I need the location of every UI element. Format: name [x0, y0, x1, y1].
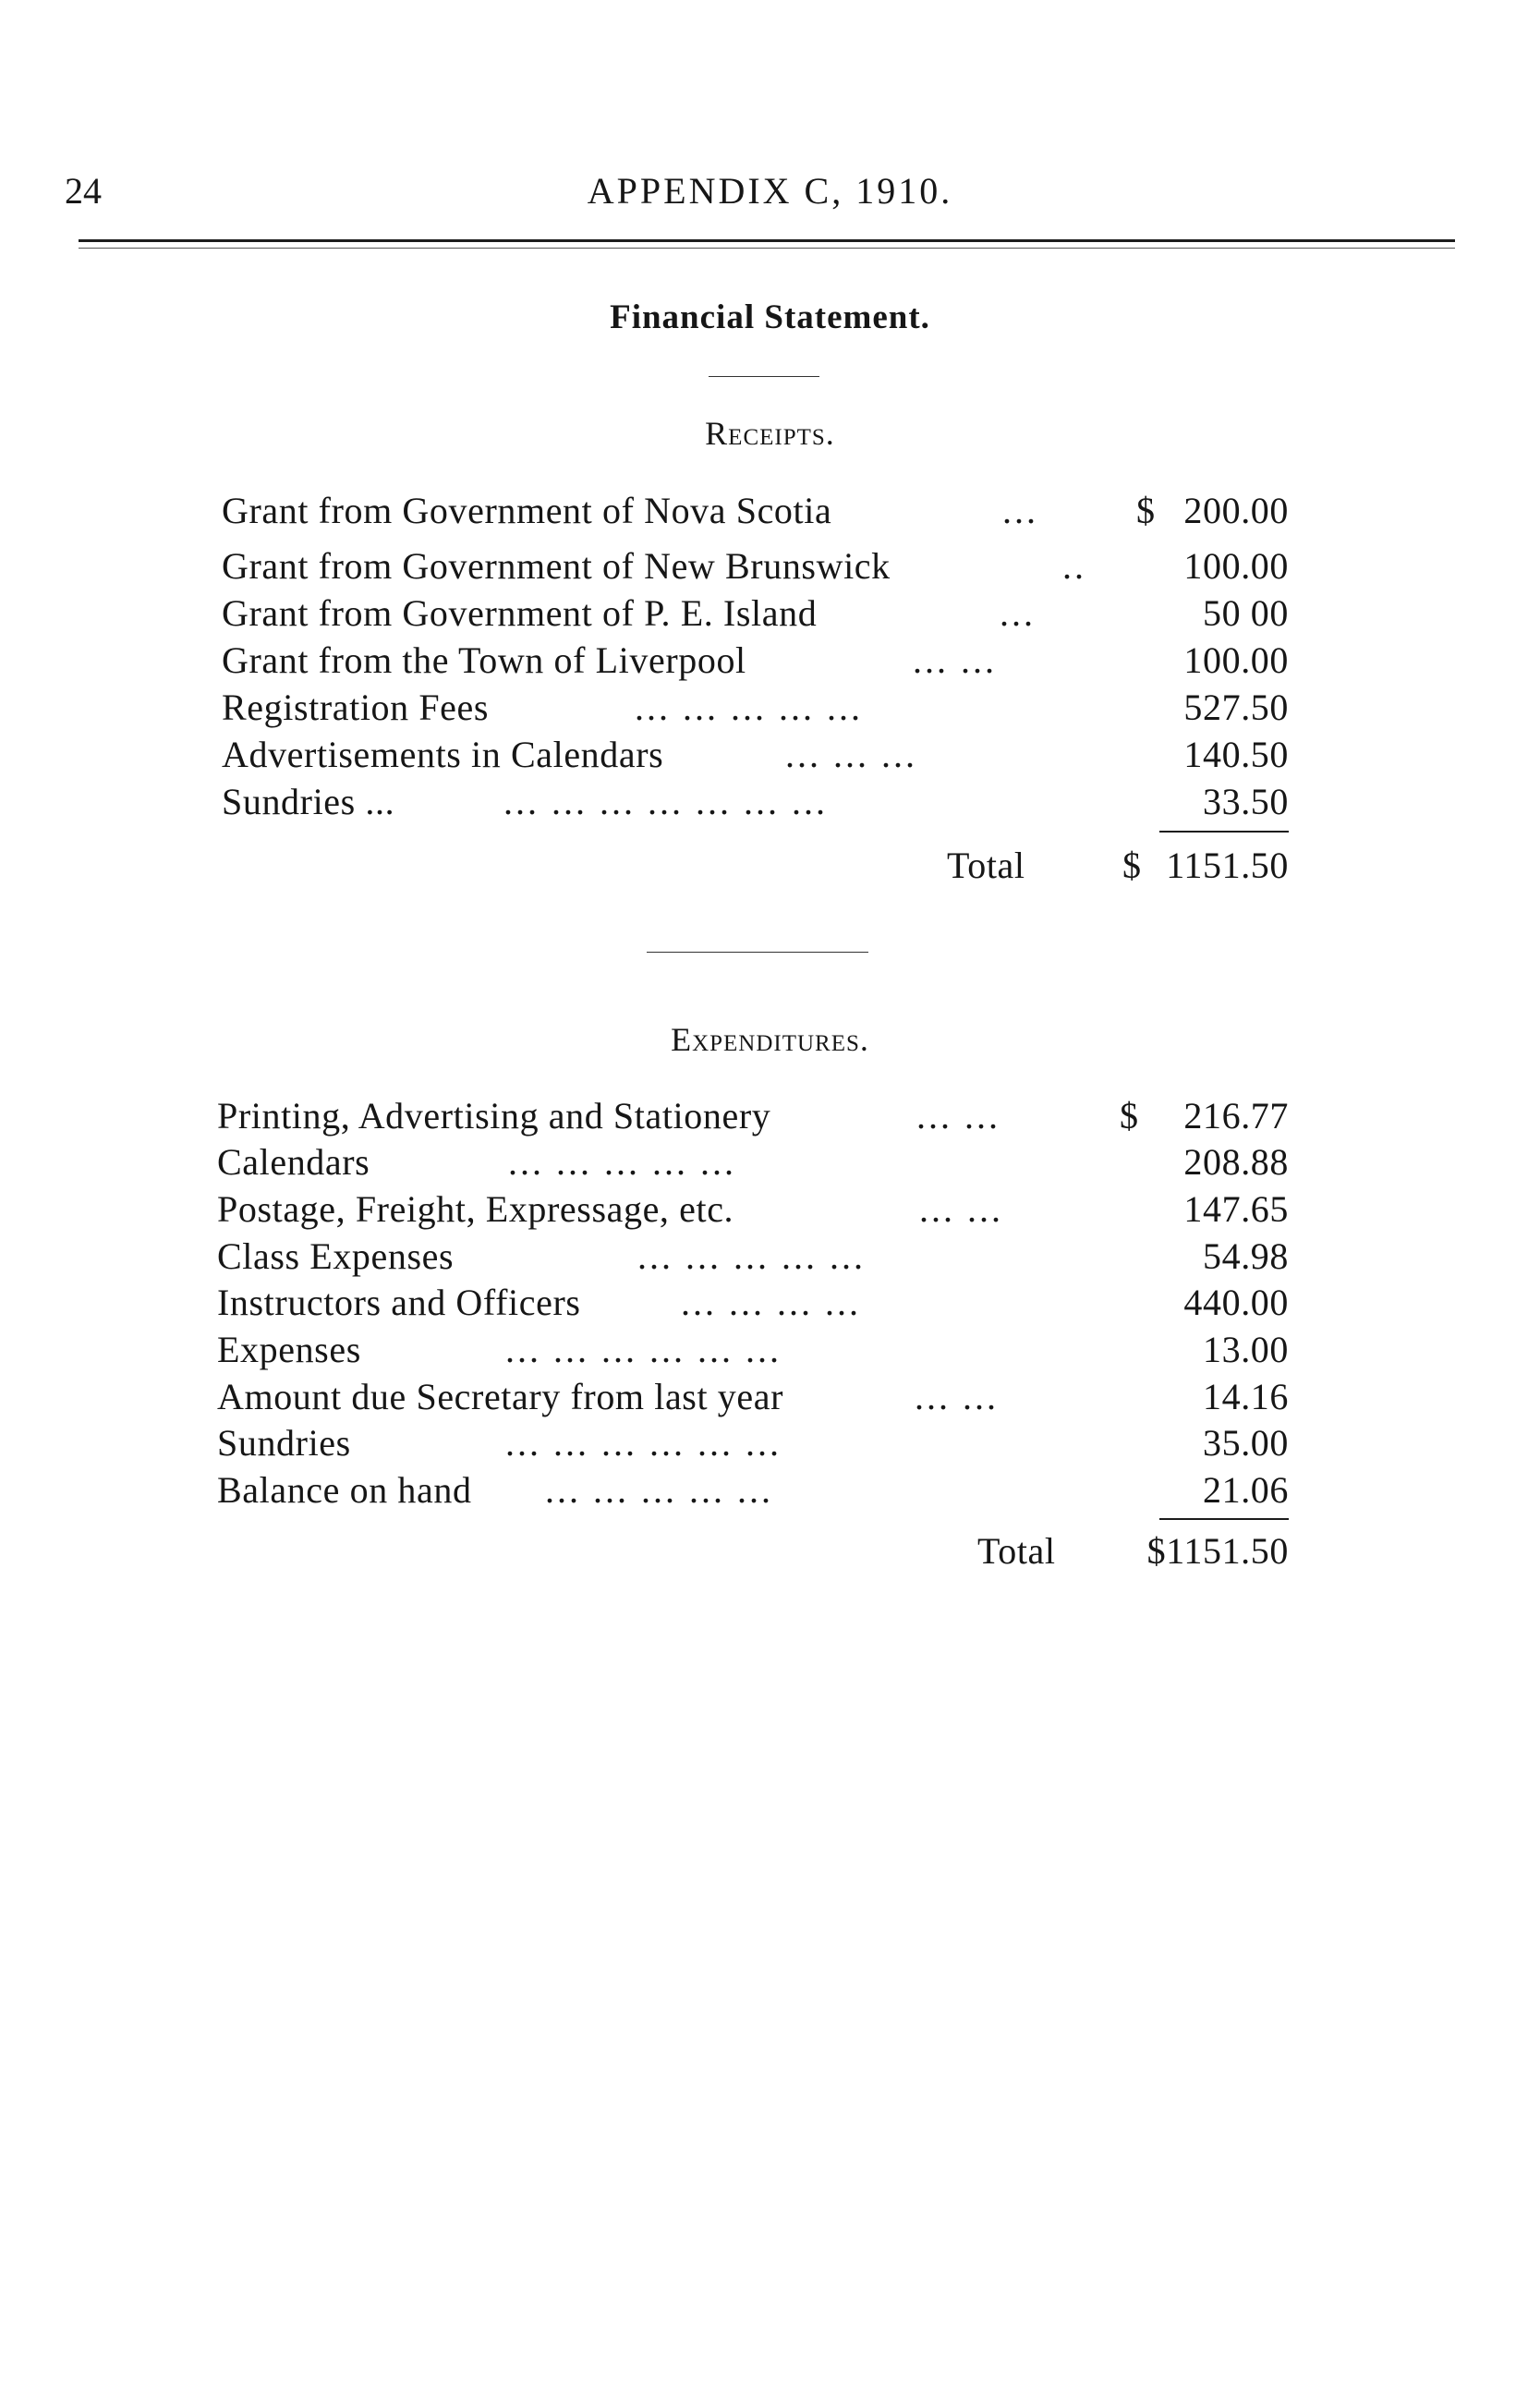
expenditures-row	[217, 1467, 1289, 1513]
running-title: APPENDIX C, 1910.	[587, 170, 953, 212]
dot-leader: ..	[1062, 545, 1086, 587]
currency-symbol: $	[1120, 1095, 1139, 1137]
receipts-heading: Receipts.	[705, 415, 835, 452]
receipt-amount: 140.50	[1183, 734, 1289, 775]
expenditure-label: Calendars	[217, 1141, 370, 1183]
receipt-label: Grant from Government of New Brunswick	[222, 545, 891, 587]
dot-leader: ...	[1000, 592, 1036, 634]
receipts-row	[222, 590, 1289, 637]
dot-leader: ... ... ...	[785, 734, 917, 775]
receipt-amount: 527.50	[1183, 687, 1289, 728]
expenditure-amount: 35.00	[1203, 1422, 1289, 1464]
receipt-label: Grant from Government of Nova Scotia	[222, 490, 832, 531]
expenditure-label: Instructors and Officers	[217, 1282, 581, 1323]
expenditures-heading: Expenditures.	[671, 1021, 869, 1058]
expenditures-row	[217, 1186, 1289, 1233]
dot-leader: ... ... ... ... ...	[545, 1469, 773, 1511]
total-label: Total	[977, 1530, 1056, 1572]
page-number: 24	[65, 170, 102, 212]
expenditures-row	[217, 1327, 1289, 1373]
receipt-label: Sundries ...	[222, 781, 395, 822]
expenditure-amount: 216.77	[1183, 1095, 1289, 1137]
dot-leader: ... ... ... ... ... ...	[505, 1422, 782, 1464]
expenditures-row	[217, 1093, 1289, 1139]
expenditure-amount: 13.00	[1203, 1329, 1289, 1370]
header-rule	[79, 239, 1455, 242]
expenditures-row	[217, 1234, 1289, 1280]
expenditures-row	[217, 1374, 1289, 1420]
statement-title: Financial Statement.	[610, 298, 930, 336]
receipt-amount: 100.00	[1183, 639, 1289, 681]
receipts-row	[222, 543, 1289, 590]
receipts-row	[222, 685, 1289, 731]
expenditures-row	[217, 1420, 1289, 1466]
section-divider	[647, 952, 868, 953]
header-rule-secondary	[79, 248, 1455, 249]
expenditure-label: Balance on hand	[217, 1469, 472, 1511]
receipts-row	[222, 638, 1289, 684]
title-divider	[709, 376, 819, 377]
expenditure-amount: 147.65	[1183, 1188, 1289, 1230]
expenditure-label: Expenses	[217, 1329, 361, 1370]
receipts-row	[222, 732, 1289, 778]
expenditure-label: Class Expenses	[217, 1235, 455, 1277]
receipt-amount: 50 00	[1203, 592, 1289, 634]
expenditure-amount: 440.00	[1183, 1282, 1289, 1323]
expenditures-total-amount: $1151.50	[1146, 1530, 1289, 1572]
expenditures-total-row	[217, 1528, 1289, 1574]
dot-leader: ...	[1002, 490, 1038, 531]
expenditure-label: Postage, Freight, Expressage, etc.	[217, 1188, 734, 1230]
dot-leader: ... ... ... ... ...	[635, 687, 863, 728]
currency-symbol: $	[1122, 845, 1142, 886]
receipt-amount: 200.00	[1183, 490, 1289, 531]
receipts-row	[222, 488, 1289, 534]
expenditure-label: Printing, Advertising and Stationery	[217, 1095, 771, 1137]
expenditures-row	[217, 1280, 1289, 1326]
receipt-label: Advertisements in Calendars	[222, 734, 664, 775]
receipts-total-row	[222, 843, 1289, 889]
receipts-total-amount: 1151.50	[1166, 845, 1289, 886]
expenditures-sum-rule	[1159, 1518, 1289, 1520]
dot-leader: ... ... ... ... ... ... ...	[503, 781, 828, 822]
expenditures-row	[217, 1139, 1289, 1185]
receipts-sum-rule	[1159, 831, 1289, 833]
expenditure-amount: 14.16	[1203, 1376, 1289, 1417]
receipt-amount: 100.00	[1183, 545, 1289, 587]
receipt-label: Registration Fees	[222, 687, 490, 728]
receipt-label: Grant from Government of P. E. Island	[222, 592, 818, 634]
total-label: Total	[947, 845, 1025, 886]
receipt-amount: 33.50	[1203, 781, 1289, 822]
dot-leader: ... ... ... ... ...	[508, 1141, 736, 1183]
dot-leader: ... ...	[915, 1376, 999, 1417]
expenditure-amount: 54.98	[1203, 1235, 1289, 1277]
receipts-row	[222, 779, 1289, 825]
expenditure-label: Amount due Secretary from last year	[217, 1376, 784, 1417]
expenditure-amount: 208.88	[1183, 1141, 1289, 1183]
dot-leader: ... ...	[919, 1188, 1003, 1230]
dot-leader: ... ...	[913, 639, 997, 681]
currency-symbol: $	[1136, 490, 1156, 531]
expenditure-label: Sundries	[217, 1422, 351, 1464]
dot-leader: ... ... ... ... ... ...	[505, 1329, 782, 1370]
expenditure-amount: 21.06	[1203, 1469, 1289, 1511]
dot-leader: ... ... ... ...	[681, 1282, 861, 1323]
dot-leader: ... ... ... ... ...	[637, 1235, 866, 1277]
dot-leader: ... ...	[916, 1095, 1000, 1137]
receipt-label: Grant from the Town of Liverpool	[222, 639, 746, 681]
